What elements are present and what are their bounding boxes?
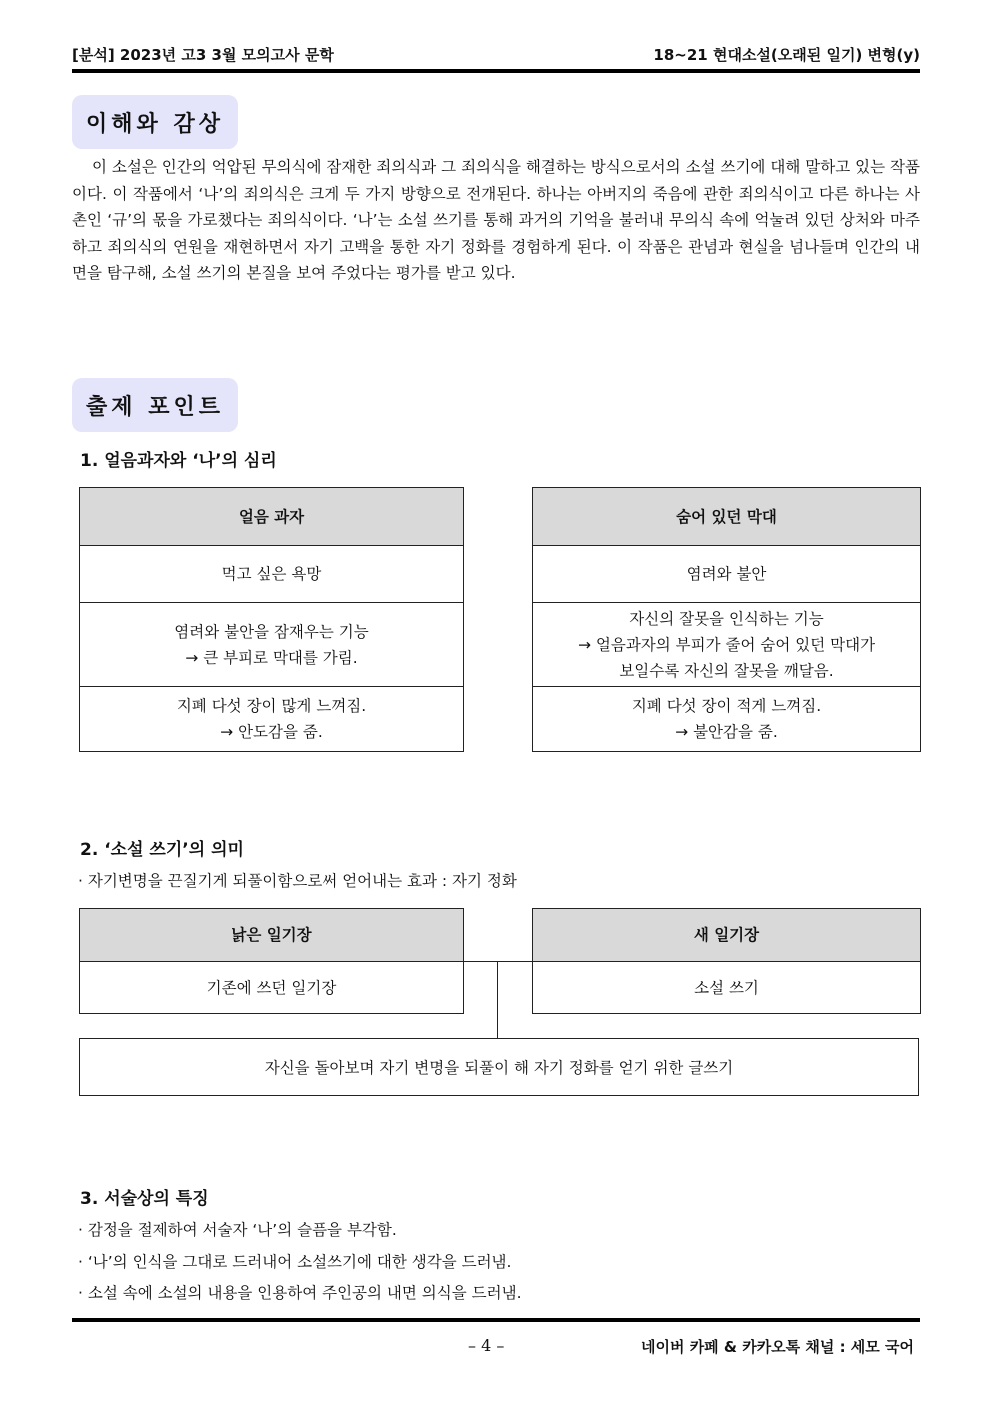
hidden-stick-row-2: [533, 603, 921, 687]
point3-title: 3. 서술상의 특징: [80, 1189, 209, 1209]
hidden-stick-header: 숨어 있던 막대: [533, 488, 921, 546]
writing-meaning-box: 자신을 돌아보며 자기 변명을 되풀이 해 자기 정화를 얻기 위한 글쓰기: [79, 1038, 919, 1096]
new-diary-header: 새 일기장: [533, 909, 921, 962]
hidden-stick-row-3-line-1: 지폐 다섯 장이 적게 느껴짐.: [631, 697, 822, 715]
bottom-rule: [72, 1318, 920, 1322]
connector-horizontal: [464, 961, 532, 962]
section-tag-appreciation: 이해와 감상: [72, 95, 238, 149]
ice-cream-row-2-line-1: 염려와 불안을 잠재우는 기능: [174, 622, 369, 641]
old-diary-body: 기존에 쓰던 일기장: [80, 962, 464, 1014]
hidden-stick-row-1: [533, 546, 921, 603]
header-subtitle: 18~21 현대소설(오래된 일기) 변형(y): [653, 46, 920, 64]
header-title: [분석] 2023년 고3 3월 모의고사 문학: [72, 46, 334, 64]
appreciation-text: 이 소설은 인간의 억압된 무의식에 잠재한 죄의식과 그 죄의식을 해결하는 방식으로서의 소설 쓰기에 대해 말하고 있는 작품이다. 이 작품에서 ‘나’의 죄의식은 크게 두 가지 방향으로 전개된다. 하나는 아버지의 죽음에 관한 죄의식이고 다른 하나는 사촌인 ‘규’의 몫을 가로챘다는 죄의식이다. ‘나’는 소설 쓰기를 통해 과거의 기억을 불러내 무의식 속에 억눌려 있던 상처와 마주하고 죄의식의 연원을 재현하면서 자기 고백을 통한 자기 정화를 경험하게 된다. 이 작품은 관념과 현실을 넘나들며 인간의 내면을 탐구해, 소설 쓰기의 본질을 보여 주었다는 평가를 받고 있다.: [72, 158, 920, 283]
ice-cream-row-3-line-1: 지폐 다섯 장이 많게 느껴짐.: [176, 697, 367, 715]
hidden-stick-row-2-line-1: 자신의 잘못을 인식하는 기능: [629, 609, 824, 628]
new-diary-table: [532, 908, 921, 1014]
connector-vertical: [497, 961, 498, 1038]
point2-bullet: · 자기변명을 끈질기게 되풀이함으로써 얻어내는 효과 : 자기 정화: [78, 872, 517, 890]
old-diary-header: 낡은 일기장: [80, 909, 464, 962]
section-tag-exam-points: 출제 포인트: [72, 378, 238, 432]
hidden-stick-row-2-line-2: → 얼음과자의 부피가 줄어 숨어 있던 막대가: [577, 635, 876, 654]
point3-bullet-3: · 소설 속에 소설의 내용을 인용하여 주인공의 내면 의식을 드러냄.: [78, 1284, 522, 1302]
ice-cream-row-3-line-2: → 안도감을 줌.: [220, 723, 323, 741]
hidden-stick-row-2-line-3: 보일수록 자신의 잘못을 깨달음.: [619, 661, 834, 680]
appreciation-paragraph: [72, 154, 920, 287]
point2-title: 2. ‘소설 쓰기’의 의미: [80, 840, 244, 860]
footer-channel: 네이버 카페 & 카카오톡 채널 : 세모 국어: [641, 1338, 914, 1356]
ice-cream-row-2-line-2: → 큰 부피로 막대를 가림.: [185, 648, 358, 667]
ice-cream-row-3: [80, 687, 464, 752]
ice-cream-row-1-line-1: 먹고 싶은 욕망: [221, 565, 322, 583]
ice-cream-header: 얼음 과자: [80, 488, 464, 546]
old-diary-table: [79, 908, 464, 1014]
page-number: – 4 –: [468, 1336, 505, 1355]
hidden-stick-row-1-line-1: 염려와 불안: [686, 565, 767, 583]
top-rule: [72, 69, 920, 73]
point1-title: 1. 얼음과자와 ‘나’의 심리: [80, 451, 277, 471]
hidden-stick-row-3-line-2: → 불안감을 줌.: [675, 723, 778, 741]
new-diary-body: 소설 쓰기: [533, 962, 921, 1014]
ice-cream-row-1: [80, 546, 464, 603]
ice-cream-table: [79, 487, 464, 752]
ice-cream-row-2: [80, 603, 464, 687]
hidden-stick-row-3: [533, 687, 921, 752]
hidden-stick-table: [532, 487, 921, 752]
point3-bullet-1: · 감정을 절제하여 서술자 ‘나’의 슬픔을 부각함.: [78, 1221, 397, 1239]
point3-bullet-2: · ‘나’의 인식을 그대로 드러내어 소설쓰기에 대한 생각을 드러냄.: [78, 1253, 512, 1271]
